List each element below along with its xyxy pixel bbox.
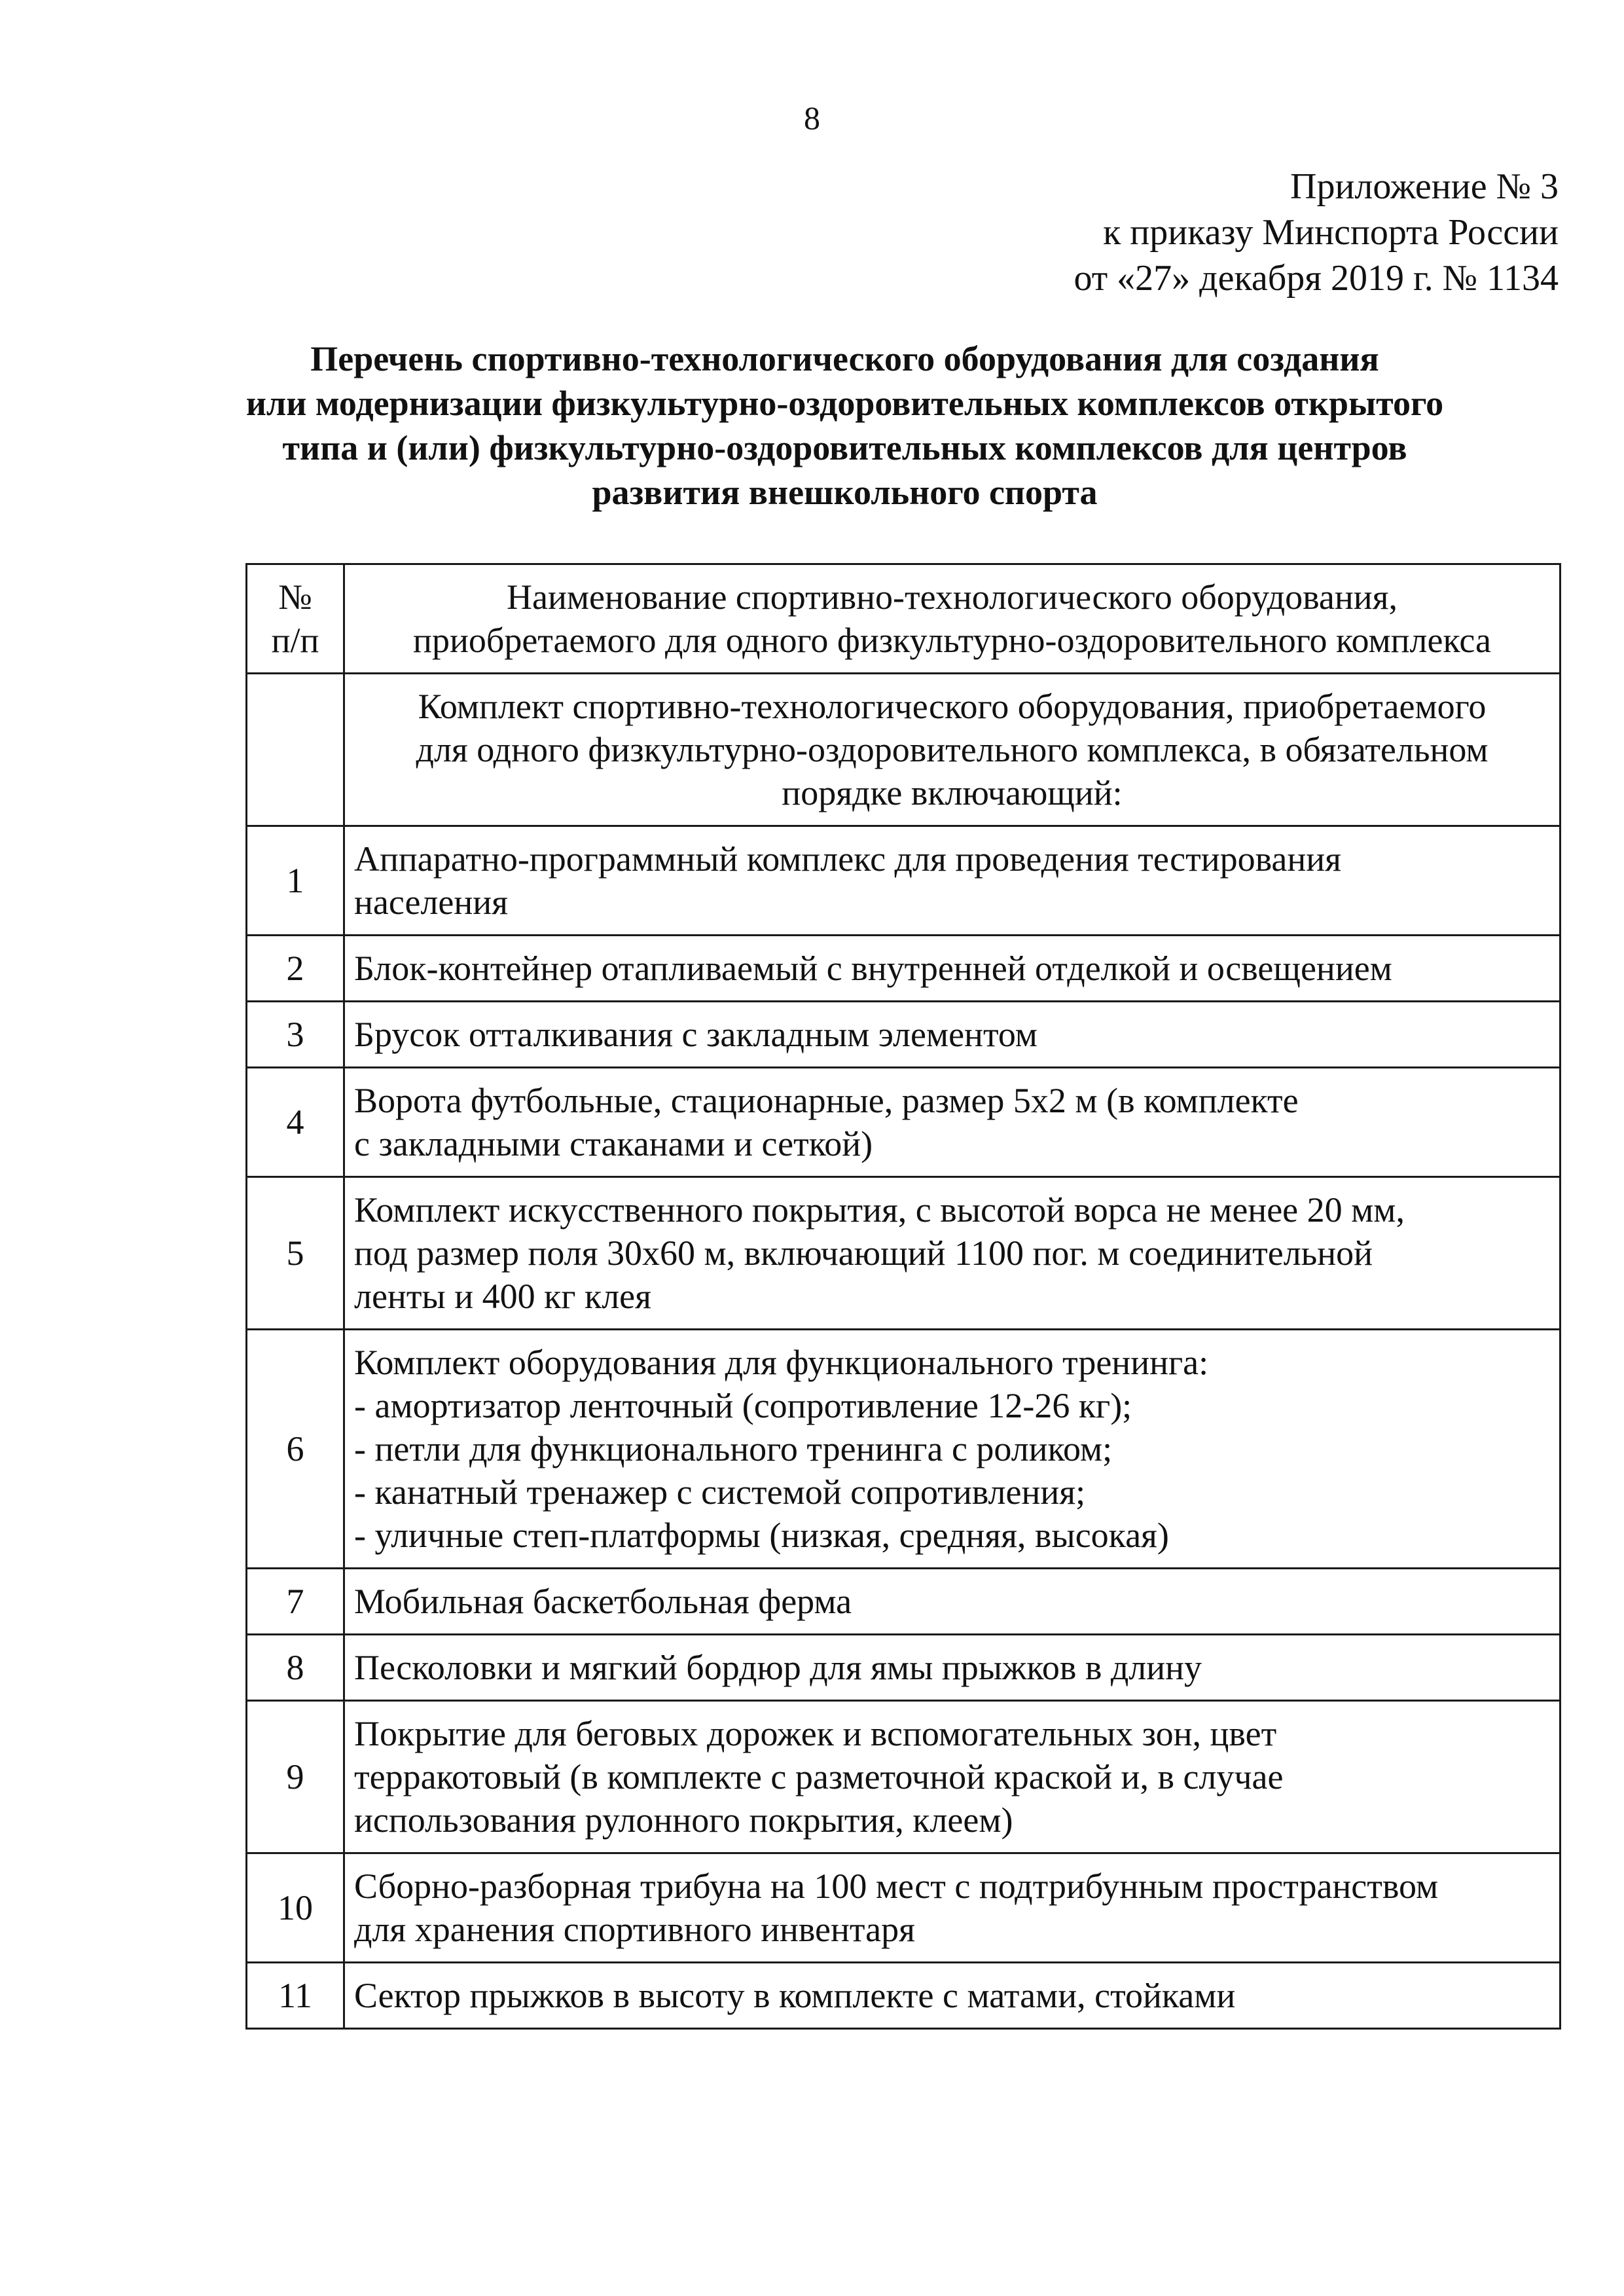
- row-name-text: Сборно-разборная трибуна на 100 мест с подтрибунным пространством: [354, 1867, 1439, 1906]
- table-row: [247, 1853, 1561, 1963]
- header-number-label: п/п: [271, 621, 319, 660]
- row-name-cell: [344, 826, 1561, 936]
- row-name-text: ленты и 400 кг клея: [354, 1277, 651, 1316]
- row-name-cell: [344, 1569, 1561, 1635]
- row-name-cell: [344, 1701, 1561, 1853]
- header-name-label: приобретаемого для одного физкультурно-оздоровительного комплекса: [413, 621, 1491, 660]
- row-number-cell: 5: [247, 1177, 344, 1330]
- section-text: Комплект спортивно-технологического оборудования, приобретаемого: [418, 687, 1487, 726]
- row-name-text: с закладными стаканами и сеткой): [354, 1124, 873, 1163]
- header-number-label: №: [278, 577, 312, 617]
- title-line: развития внешкольного спорта: [592, 473, 1098, 512]
- page-number: 8: [804, 100, 820, 136]
- row-number-cell: 10: [247, 1853, 344, 1963]
- row-name-text: Комплект оборудования для функционального тренинга:: [354, 1343, 1209, 1382]
- table-row: [247, 1177, 1561, 1330]
- row-name-cell: [344, 1635, 1561, 1701]
- header-name-cell: [344, 564, 1561, 674]
- appendix-order: к приказу Минспорта России: [1103, 212, 1559, 253]
- appendix-date: от «27» декабря 2019 г. № 1134: [1074, 258, 1559, 299]
- appendix-reference: [642, 164, 1559, 301]
- row-name-text: Комплект искусственного покрытия, с высотой ворса не менее 20 мм,: [354, 1190, 1405, 1230]
- row-name-text: Аппаратно-программный комплекс для проведения тестирования: [354, 839, 1341, 879]
- row-name-text: использования рулонного покрытия, клеем): [354, 1800, 1013, 1840]
- row-name-text: - уличные степ-платформы (низкая, средняя, высокая): [354, 1516, 1169, 1555]
- section-text: для одного физкультурно-оздоровительного комплекса, в обязательном: [416, 730, 1489, 769]
- table-row: [247, 826, 1561, 936]
- table-section-row: [247, 674, 1561, 826]
- table-row: [247, 1569, 1561, 1635]
- row-number-cell: 6: [247, 1330, 344, 1569]
- row-number-cell: 9: [247, 1701, 344, 1853]
- row-name-text: - петли для функционального тренинга с роликом;: [354, 1429, 1113, 1468]
- row-name-text: Блок-контейнер отапливаемый с внутренней отделкой и освещением: [354, 949, 1392, 988]
- row-name-text: Покрытие для беговых дорожек и вспомогательных зон, цвет: [354, 1714, 1277, 1753]
- title-line: типа и (или) физкультурно-оздоровительных комплексов для центров: [282, 428, 1407, 467]
- row-name-text: Песколовки и мягкий бордюр для ямы прыжков в длину: [354, 1648, 1202, 1687]
- row-name-cell: [344, 1177, 1561, 1330]
- table-row: [247, 1002, 1561, 1068]
- row-name-text: терракотовый (в комплекте с разметочной краской и, в случае: [354, 1757, 1284, 1796]
- row-name-cell: [344, 1330, 1561, 1569]
- appendix-number: Приложение № 3: [1290, 166, 1559, 207]
- row-name-text: Ворота футбольные, стационарные, размер 5х2 м (в комплекте: [354, 1081, 1299, 1120]
- row-name-cell: [344, 1002, 1561, 1068]
- title-line: или модернизации физкультурно-оздоровительных комплексов открытого: [245, 384, 1444, 423]
- header-name-label: Наименование спортивно-технологического оборудования,: [507, 577, 1398, 617]
- section-name-cell: [344, 674, 1561, 826]
- row-number-cell: 2: [247, 936, 344, 1002]
- row-name-cell: [344, 936, 1561, 1002]
- row-number-cell: 1: [247, 826, 344, 936]
- section-number-cell: [247, 674, 344, 826]
- table-row: [247, 1068, 1561, 1177]
- row-name-text: для хранения спортивного инвентаря: [354, 1910, 915, 1949]
- row-name-cell: [344, 1853, 1561, 1963]
- table-row: [247, 1635, 1561, 1701]
- title-line: Перечень спортивно-технологического оборудования для создания: [310, 339, 1379, 378]
- row-name-text: - канатный тренажер с системой сопротивления;: [354, 1472, 1086, 1512]
- row-number-cell: 3: [247, 1002, 344, 1068]
- row-name-text: Мобильная баскетбольная ферма: [354, 1582, 852, 1621]
- row-name-cell: [344, 1963, 1561, 2029]
- table-row: [247, 936, 1561, 1002]
- row-name-text: - амортизатор ленточный (сопротивление 12-26 кг);: [354, 1386, 1132, 1425]
- table-row: [247, 1330, 1561, 1569]
- row-number-cell: 4: [247, 1068, 344, 1177]
- row-name-text: населения: [354, 883, 509, 922]
- table-row: [247, 1963, 1561, 2029]
- row-number-cell: 8: [247, 1635, 344, 1701]
- row-name-cell: [344, 1068, 1561, 1177]
- row-number-cell: 11: [247, 1963, 344, 2029]
- document-title: [196, 337, 1493, 515]
- table-row: [247, 1701, 1561, 1853]
- row-name-text: Брусок отталкивания с закладным элементом: [354, 1015, 1038, 1054]
- equipment-table: [245, 563, 1561, 2030]
- header-number-cell: [247, 564, 344, 674]
- row-name-text: под размер поля 30х60 м, включающий 1100 пог. м соединительной: [354, 1233, 1373, 1273]
- row-name-text: Сектор прыжков в высоту в комплекте с матами, стойками: [354, 1976, 1236, 2015]
- section-text: порядке включающий:: [782, 773, 1123, 812]
- table-header-row: [247, 564, 1561, 674]
- row-number-cell: 7: [247, 1569, 344, 1635]
